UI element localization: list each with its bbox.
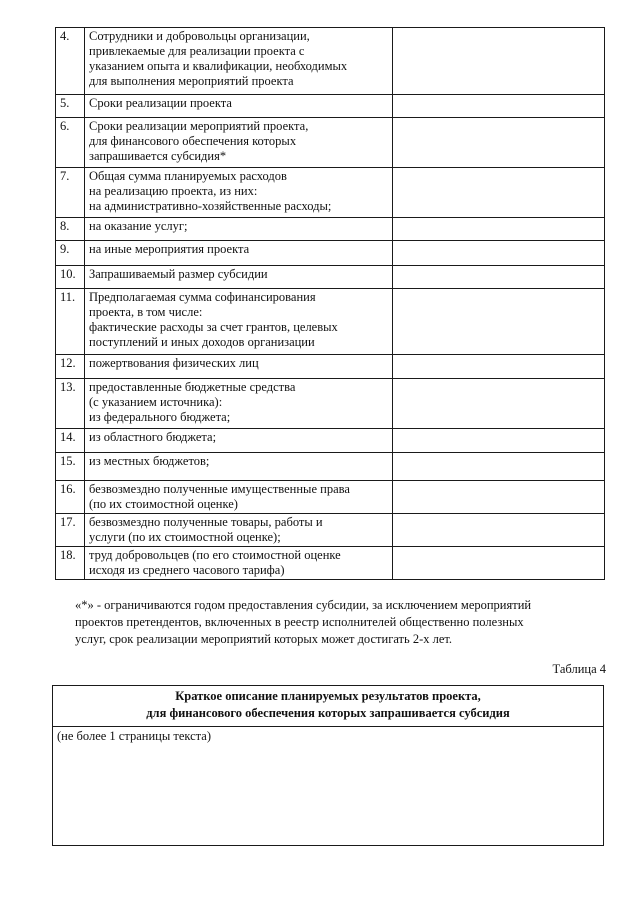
table-row — [56, 289, 605, 355]
row-label: пожертвования физических лиц — [85, 355, 393, 379]
row-number: 9. — [56, 241, 85, 266]
table-row — [56, 28, 605, 95]
row-label: Предполагаемая сумма софинансирования проекта, в том числе: фактические расходы за счет грантов, целевых поступлений и иных доходов организации — [85, 289, 393, 355]
row-label: труд добровольцев (по его стоимостной оценке исходя из среднего часового тарифа) — [85, 547, 393, 580]
table-row — [56, 218, 605, 241]
row-number: 11. — [56, 289, 85, 355]
row-label: безвозмездно полученные имущественные права (по их стоимостной оценке) — [85, 481, 393, 514]
row-label: из местных бюджетов; — [85, 453, 393, 481]
row-number: 15. — [56, 453, 85, 481]
row-value-field[interactable] — [393, 28, 605, 95]
row-number: 13. — [56, 379, 85, 429]
footnote — [75, 597, 620, 648]
table-row — [56, 453, 605, 481]
row-value-field[interactable] — [393, 241, 605, 266]
footnote-text: «*» - ограничиваются годом предоставления субсидии, за исключением мероприятий проектов претендентов, включенных в реестр исполнителей общественно полезных услуг, срок реализации мероприятий которых может достигать 2-х лет. — [75, 598, 532, 646]
table-4-caption: Таблица 4 — [552, 662, 606, 676]
project-info-table — [55, 27, 605, 580]
row-number: 8. — [56, 218, 85, 241]
row-label: Запрашиваемый размер субсидии — [85, 266, 393, 289]
table-row — [56, 429, 605, 453]
row-label: предоставленные бюджетные средства (с указанием источника): из федерального бюджета; — [85, 379, 393, 429]
row-value-field[interactable] — [393, 168, 605, 218]
table-row — [56, 118, 605, 168]
row-value-field[interactable] — [393, 355, 605, 379]
row-number: 7. — [56, 168, 85, 218]
row-value-field[interactable] — [393, 547, 605, 580]
row-value-field[interactable] — [393, 118, 605, 168]
table-row — [56, 95, 605, 118]
table-row — [56, 241, 605, 266]
row-label: Сотрудники и добровольцы организации, привлекаемые для реализации проекта с указанием опыта и квалификации, необходимых для выполнения мероприятий проекта — [85, 28, 393, 95]
table-row — [56, 514, 605, 547]
results-description-table — [52, 685, 604, 846]
row-value-field[interactable] — [393, 218, 605, 241]
row-label: на иные мероприятия проекта — [85, 241, 393, 266]
row-value-field[interactable] — [393, 514, 605, 547]
row-value-field[interactable] — [393, 95, 605, 118]
row-value-field[interactable] — [393, 429, 605, 453]
results-placeholder: (не более 1 страницы текста) — [57, 729, 212, 743]
table-row — [56, 168, 605, 218]
row-label: Общая сумма планируемых расходов на реализацию проекта, из них: на административно-хозяйственные расходы; — [85, 168, 393, 218]
row-number: 10. — [56, 266, 85, 289]
row-number: 16. — [56, 481, 85, 514]
row-label: из областного бюджета; — [85, 429, 393, 453]
row-value-field[interactable] — [393, 266, 605, 289]
row-number: 18. — [56, 547, 85, 580]
row-value-field[interactable] — [393, 453, 605, 481]
row-number: 14. — [56, 429, 85, 453]
row-label: безвозмездно полученные товары, работы и услуги (по их стоимостной оценке); — [85, 514, 393, 547]
results-table-header: Краткое описание планируемых результатов проекта, для финансового обеспечения которых запрашивается субсидия — [53, 686, 604, 727]
row-number: 5. — [56, 95, 85, 118]
row-label: Сроки реализации мероприятий проекта, для финансового обеспечения которых запрашивается субсидия* — [85, 118, 393, 168]
row-value-field[interactable] — [393, 481, 605, 514]
row-value-field[interactable] — [393, 289, 605, 355]
row-number: 12. — [56, 355, 85, 379]
results-text-area[interactable] — [53, 727, 604, 846]
table-row — [56, 379, 605, 429]
row-label: Сроки реализации проекта — [85, 95, 393, 118]
row-number: 6. — [56, 118, 85, 168]
row-label: на оказание услуг; — [85, 218, 393, 241]
row-number: 17. — [56, 514, 85, 547]
row-number: 4. — [56, 28, 85, 95]
table-row — [56, 481, 605, 514]
row-value-field[interactable] — [393, 379, 605, 429]
table-row — [56, 547, 605, 580]
table-row — [56, 355, 605, 379]
table-row — [56, 266, 605, 289]
